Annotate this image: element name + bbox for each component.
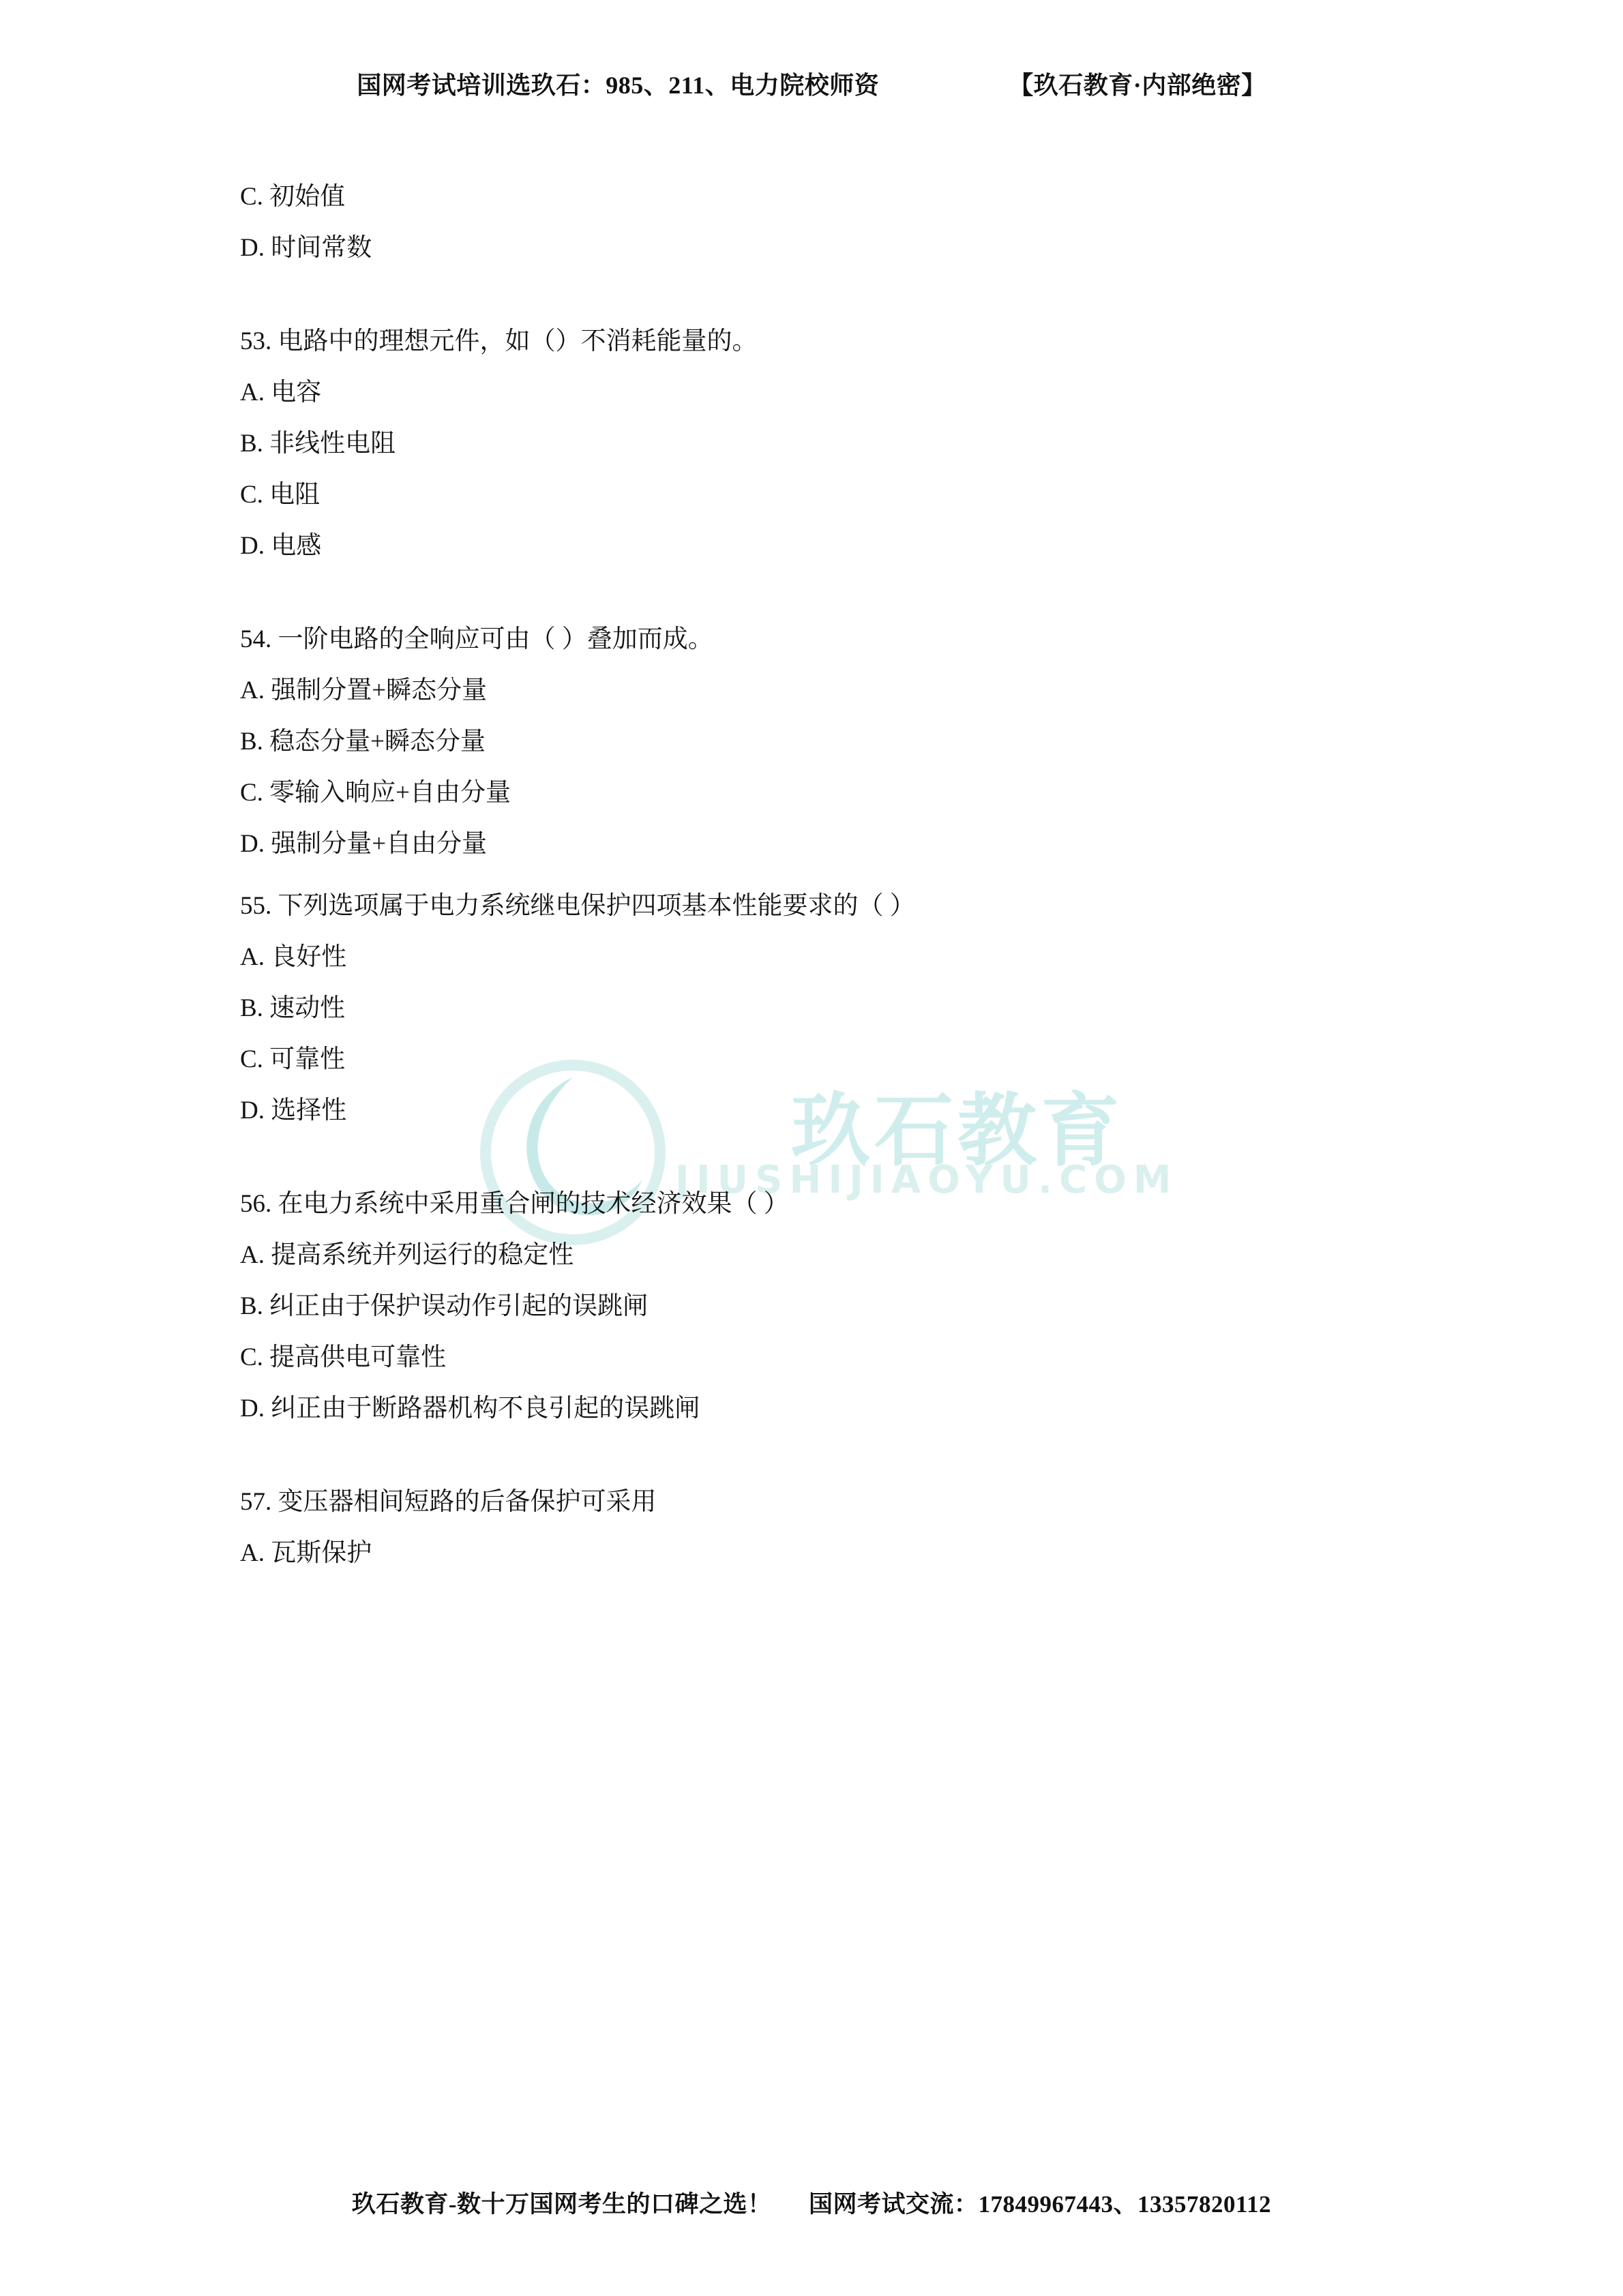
option-item[interactable]: A. 电容 xyxy=(240,378,322,406)
option-item[interactable]: A. 强制分置+瞬态分量 xyxy=(240,676,488,704)
question-list xyxy=(240,184,1413,1592)
question-stem: 57. 变压器相间短路的后备保护可采用 xyxy=(240,1488,657,1516)
question-stem: 54. 一阶电路的全响应可由（ ）叠加而成。 xyxy=(240,625,713,653)
spacer xyxy=(240,1149,1413,1191)
footer-right-text: 国网考试交流：17849967443、13357820112 xyxy=(809,2191,1272,2218)
question-block-continuation xyxy=(240,184,1413,260)
spacer xyxy=(240,1447,1413,1489)
option-item[interactable]: B. 稳态分量+瞬态分量 xyxy=(240,728,486,756)
question-block-56 xyxy=(240,1191,1413,1421)
option-item[interactable]: B. 纠正由于保护误动作引起的误跳闸 xyxy=(240,1292,649,1320)
page-header xyxy=(0,63,1623,104)
header-right-text: 【玖石教育·内部绝密】 xyxy=(1009,71,1266,99)
question-stem: 55. 下列选项属于电力系统继电保护四项基本性能要求的（ ） xyxy=(240,892,915,920)
option-item[interactable]: D. 电感 xyxy=(240,532,322,560)
option-item[interactable]: A. 提高系统并列运行的稳定性 xyxy=(240,1241,574,1269)
question-block-53 xyxy=(240,329,1413,558)
option-item[interactable]: A. 瓦斯保护 xyxy=(240,1539,372,1567)
watermark-brand: 玖石教育 xyxy=(791,1085,1124,1177)
option-item[interactable]: A. 良好性 xyxy=(240,943,347,971)
option-item[interactable]: C. 可靠性 xyxy=(240,1045,346,1073)
spacer xyxy=(240,286,1413,329)
footer-left-text: 玖石教育-数十万国网考生的口碑之选！ xyxy=(351,2191,772,2218)
option-item[interactable]: C. 电阻 xyxy=(240,481,321,509)
option-item[interactable]: C. 提高供电可靠性 xyxy=(240,1343,447,1371)
question-block-55 xyxy=(240,893,1413,1123)
option-item[interactable]: D. 纠正由于断路器机构不良引起的误跳闸 xyxy=(240,1395,700,1422)
question-block-54 xyxy=(240,627,1413,856)
option-item[interactable]: C. 零输入晌应+自由分量 xyxy=(240,779,511,807)
spacer xyxy=(240,584,1413,627)
question-stem: 56. 在电力系统中采用重合闸的技术经济效果（ ） xyxy=(240,1190,789,1218)
option-item[interactable]: C. 初始值 xyxy=(240,183,346,211)
page-footer xyxy=(0,2186,1623,2220)
header-left-text: 国网考试培训选玖石：985、211、电力院校师资 xyxy=(357,71,880,99)
question-stem: 53. 电路中的理想元件，如（）不消耗能量的。 xyxy=(240,327,758,355)
option-item[interactable]: D. 选择性 xyxy=(240,1097,347,1124)
option-item[interactable]: D. 时间常数 xyxy=(240,234,372,262)
option-item[interactable]: D. 强制分量+自由分量 xyxy=(240,830,488,858)
question-block-57 xyxy=(240,1489,1413,1566)
option-item[interactable]: B. 速动性 xyxy=(240,994,346,1022)
watermark-domain: JIUSHIJIAOYU.COM xyxy=(675,1158,1178,1202)
option-item[interactable]: B. 非线性电阻 xyxy=(240,430,396,458)
